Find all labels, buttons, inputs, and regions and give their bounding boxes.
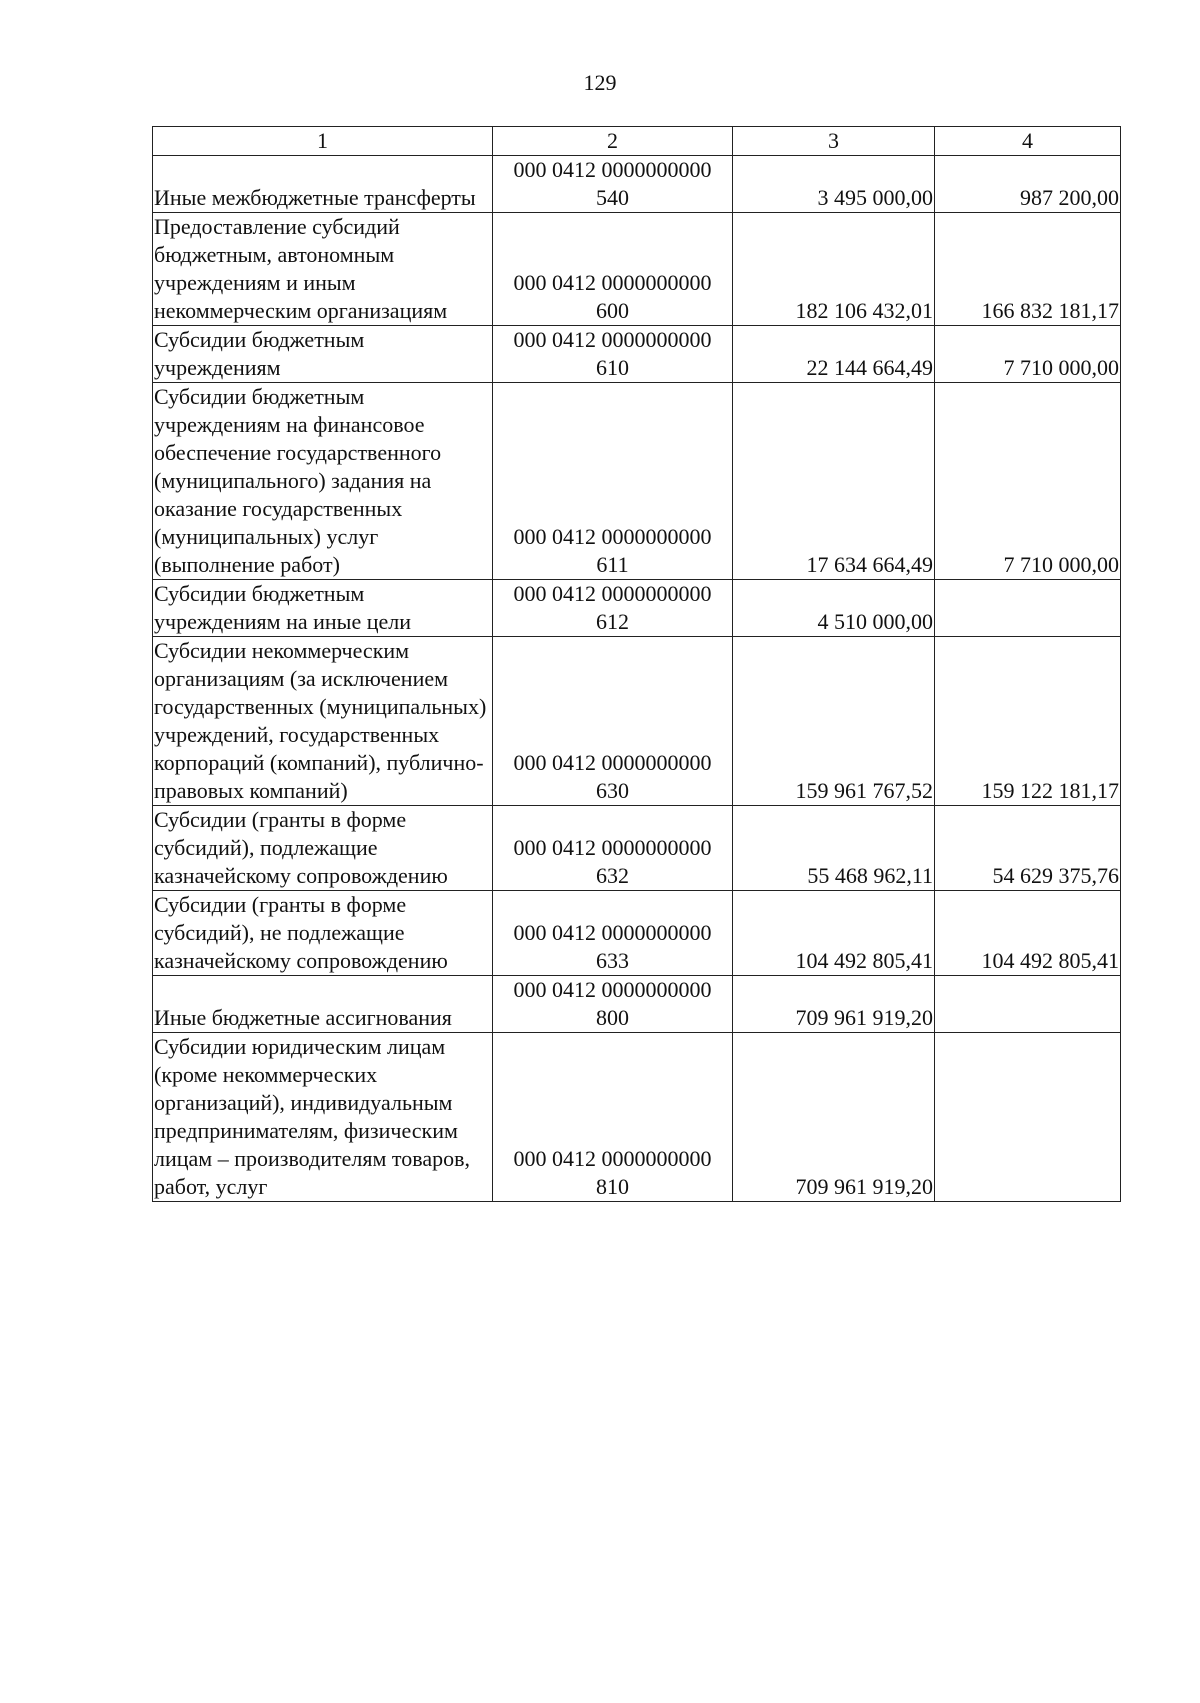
row-name: Субсидии (гранты в форме субсидий), не подлежащие казначейскому сопровождению: [153, 891, 493, 976]
row-code-suffix: 630: [596, 778, 629, 803]
row-name: Субсидии юридическим лицам (кроме некоммерческих организаций), индивидуальным предпринимателям, физическим лицам – производителям товаров, работ, услуг: [153, 1033, 493, 1202]
table-row: [153, 156, 1121, 213]
table-header-row: [153, 127, 1121, 156]
row-name: Предоставление субсидий бюджетным, автономным учреждениям и иным некоммерческим организациям: [153, 213, 493, 326]
column-header-3: 3: [733, 127, 935, 156]
row-value-4: 54 629 375,76: [935, 806, 1121, 891]
row-code-suffix: 800: [596, 1005, 629, 1030]
row-name: Субсидии бюджетным учреждениям на иные цели: [153, 580, 493, 637]
row-code-suffix: 610: [596, 355, 629, 380]
row-value-4: 7 710 000,00: [935, 326, 1121, 383]
row-code-suffix: 632: [596, 863, 629, 888]
row-code-main: 000 0412 0000000000: [513, 750, 712, 775]
row-code: [493, 891, 733, 976]
row-code: [493, 213, 733, 326]
row-code: [493, 976, 733, 1033]
row-code-main: 000 0412 0000000000: [513, 920, 712, 945]
budget-table: [152, 126, 1121, 1202]
row-value-4: [935, 1033, 1121, 1202]
table-row: [153, 213, 1121, 326]
table-row: [153, 326, 1121, 383]
row-value-4: [935, 976, 1121, 1033]
table-row: [153, 891, 1121, 976]
column-header-1: 1: [153, 127, 493, 156]
table-row: [153, 580, 1121, 637]
table-row: [153, 637, 1121, 806]
column-header-4: 4: [935, 127, 1121, 156]
row-code: [493, 383, 733, 580]
row-value-4: [935, 580, 1121, 637]
row-value-4: 7 710 000,00: [935, 383, 1121, 580]
table-row: [153, 806, 1121, 891]
row-code-suffix: 810: [596, 1174, 629, 1199]
row-code-main: 000 0412 0000000000: [513, 835, 712, 860]
row-code-main: 000 0412 0000000000: [513, 270, 712, 295]
row-code-suffix: 611: [596, 552, 629, 577]
row-value-3: 3 495 000,00: [733, 156, 935, 213]
row-code-suffix: 633: [596, 948, 629, 973]
row-value-3: 22 144 664,49: [733, 326, 935, 383]
row-code-main: 000 0412 0000000000: [513, 327, 712, 352]
row-value-4: 159 122 181,17: [935, 637, 1121, 806]
row-value-3: 182 106 432,01: [733, 213, 935, 326]
row-value-4: 166 832 181,17: [935, 213, 1121, 326]
row-code: [493, 156, 733, 213]
row-value-3: 17 634 664,49: [733, 383, 935, 580]
table-row: [153, 383, 1121, 580]
column-header-2: 2: [493, 127, 733, 156]
row-value-3: 709 961 919,20: [733, 976, 935, 1033]
row-code-main: 000 0412 0000000000: [513, 1146, 712, 1171]
row-code-main: 000 0412 0000000000: [513, 524, 712, 549]
row-code-main: 000 0412 0000000000: [513, 157, 712, 182]
row-code-suffix: 540: [596, 185, 629, 210]
table-row: [153, 1033, 1121, 1202]
page-number: 129: [583, 70, 617, 95]
row-code: [493, 806, 733, 891]
table-row: [153, 976, 1121, 1033]
row-value-3: 104 492 805,41: [733, 891, 935, 976]
row-value-3: 4 510 000,00: [733, 580, 935, 637]
row-value-3: 709 961 919,20: [733, 1033, 935, 1202]
row-name: Субсидии (гранты в форме субсидий), подлежащие казначейскому сопровождению: [153, 806, 493, 891]
table-body: [153, 156, 1121, 1202]
row-value-4: 104 492 805,41: [935, 891, 1121, 976]
row-name: Субсидии бюджетным учреждениям на финансовое обеспечение государственного (муниципального) задания на оказание государственных (муниципальных) услуг (выполнение работ): [153, 383, 493, 580]
row-name: Субсидии некоммерческим организациям (за исключением государственных (муниципальных) учреждений, государственных корпораций (компаний), публично-правовых компаний): [153, 637, 493, 806]
row-name: Иные бюджетные ассигнования: [153, 976, 493, 1033]
row-code: [493, 637, 733, 806]
row-value-3: 159 961 767,52: [733, 637, 935, 806]
row-code-suffix: 612: [596, 609, 629, 634]
row-code: [493, 1033, 733, 1202]
row-name: Иные межбюджетные трансферты: [153, 156, 493, 213]
row-value-4: 987 200,00: [935, 156, 1121, 213]
row-name: Субсидии бюджетным учреждениям: [153, 326, 493, 383]
row-code-main: 000 0412 0000000000: [513, 977, 712, 1002]
row-code-suffix: 600: [596, 298, 629, 323]
row-code-main: 000 0412 0000000000: [513, 581, 712, 606]
row-code: [493, 326, 733, 383]
row-value-3: 55 468 962,11: [733, 806, 935, 891]
row-code: [493, 580, 733, 637]
